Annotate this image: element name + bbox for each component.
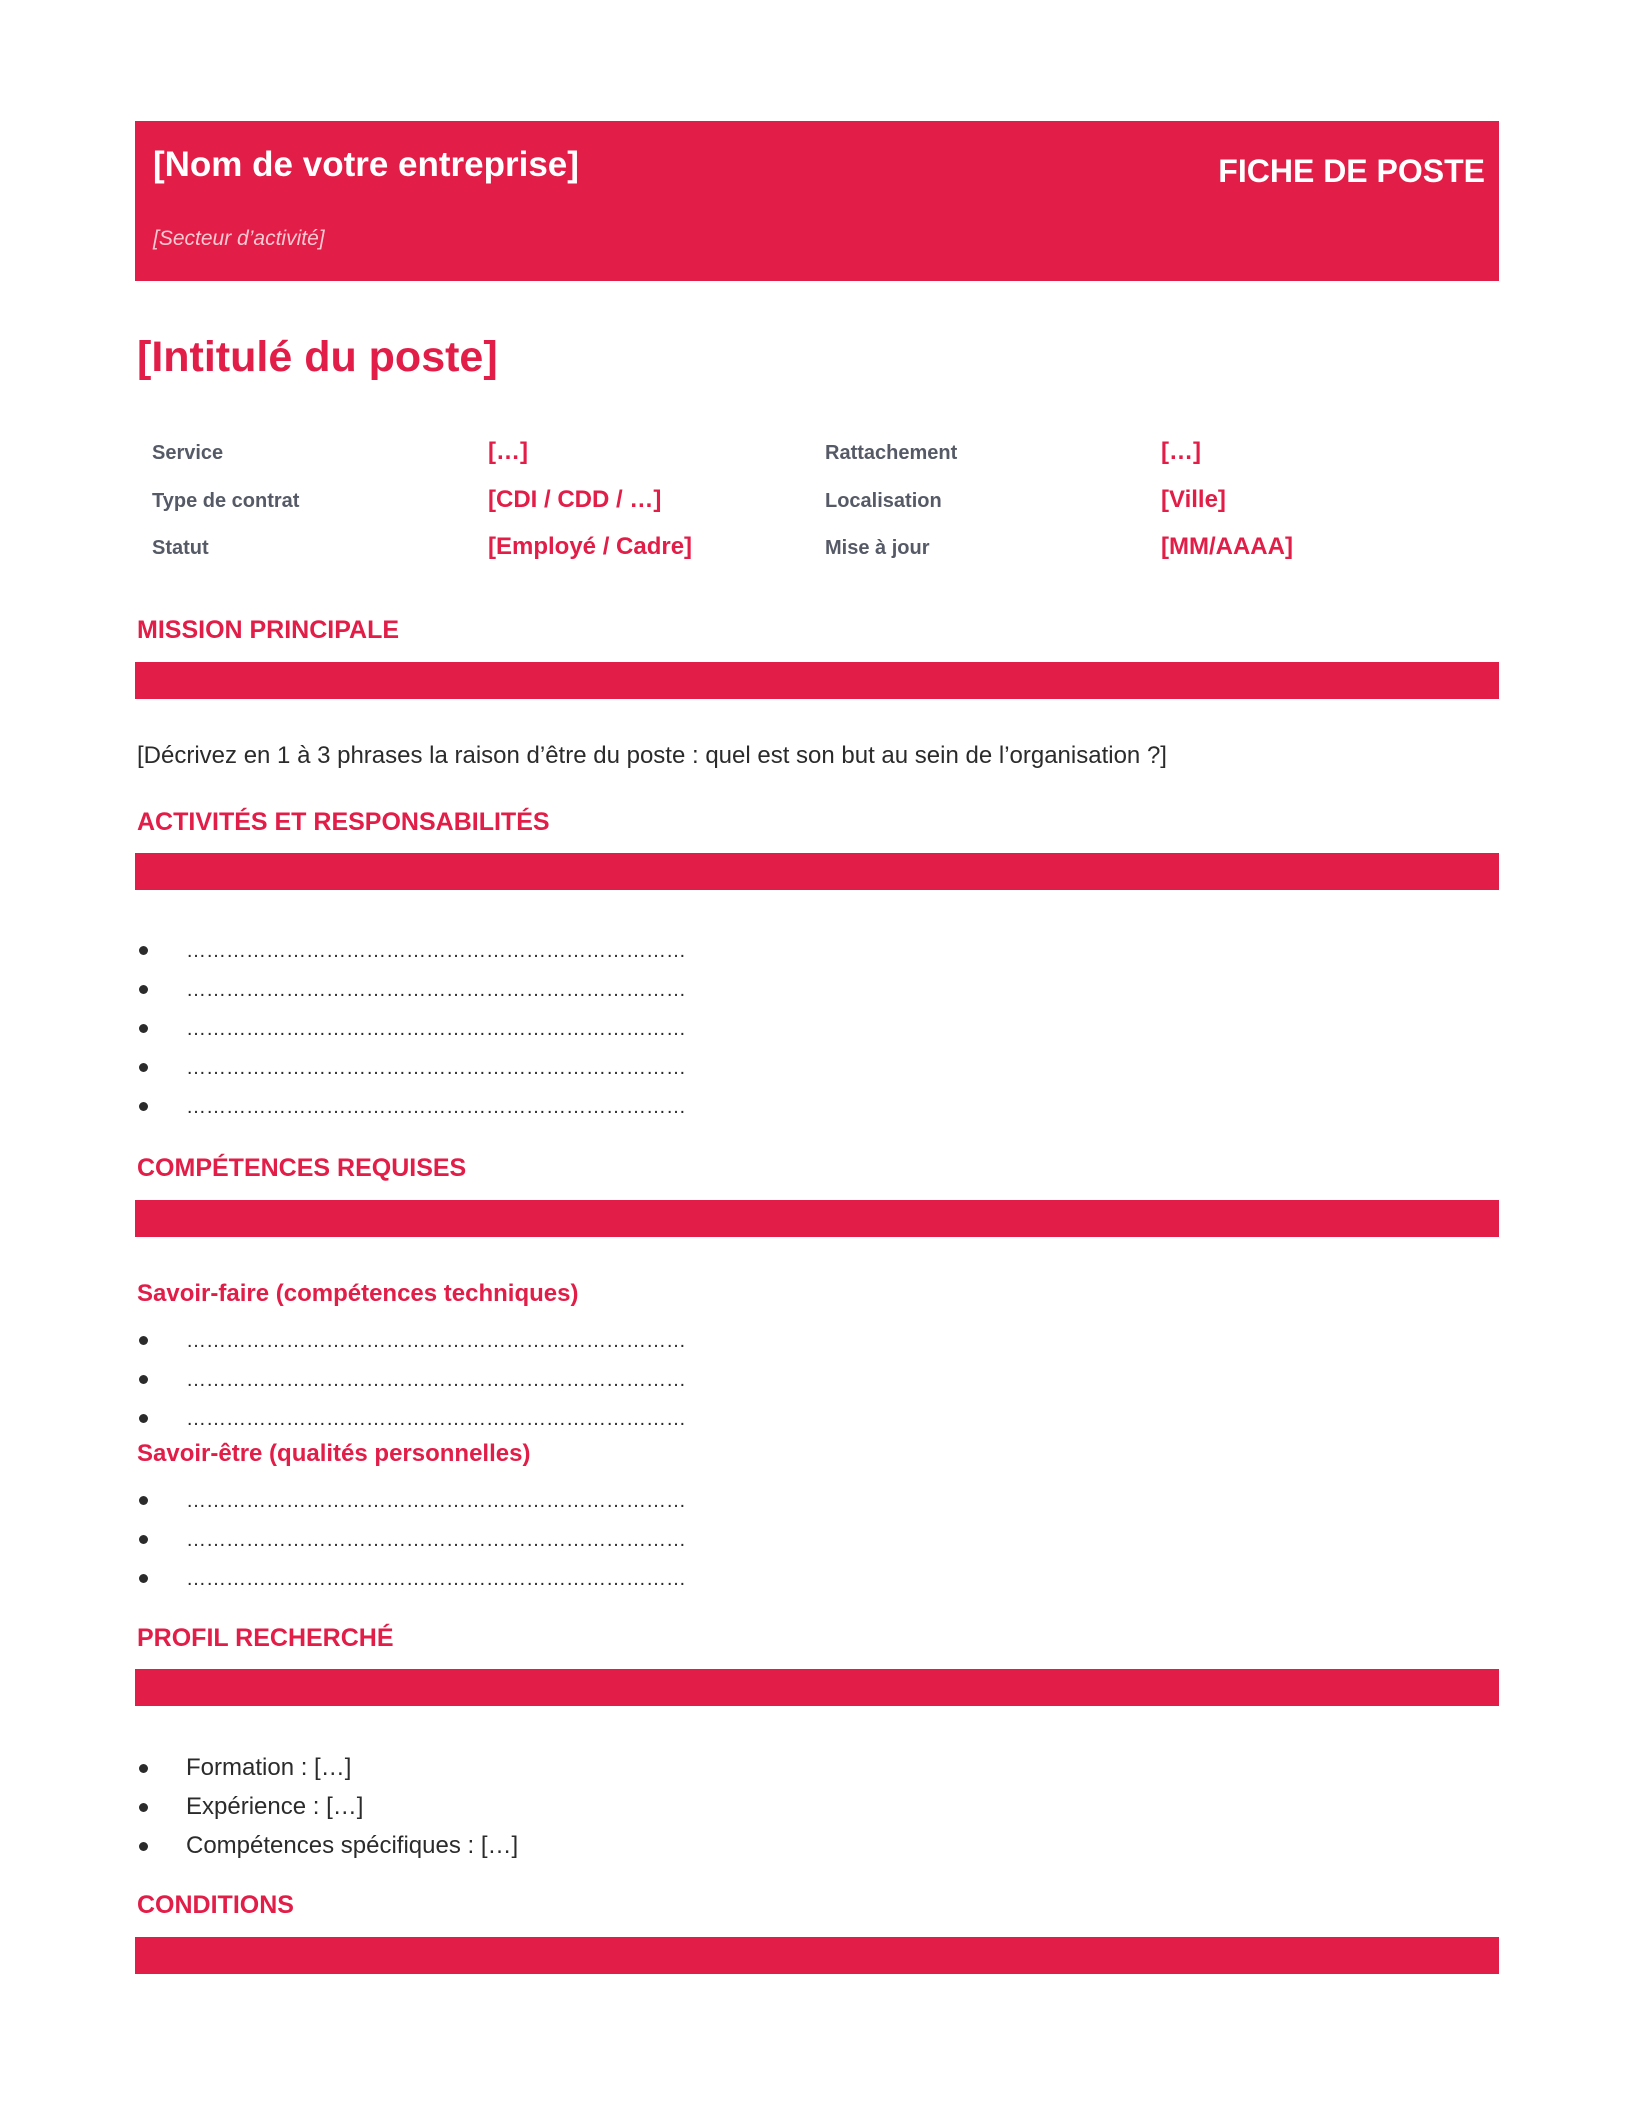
company-name: [Nom de votre entreprise] — [153, 145, 579, 184]
list-item-text: Formation : […] — [186, 1754, 352, 1781]
activities-section-title: ACTIVITÉS ET RESPONSABILITÉS — [137, 808, 550, 836]
list-item-text: ………………………………………………………………… — [186, 940, 686, 962]
updated-label: Mise à jour — [825, 537, 930, 559]
bullet-icon — [139, 1574, 148, 1583]
know-how-subheading: Savoir-faire (compétences techniques) — [137, 1280, 579, 1307]
list-item — [137, 1480, 686, 1519]
attachment-value: […] — [1161, 438, 1201, 465]
contract-label: Type de contrat — [152, 490, 300, 512]
service-value: […] — [488, 438, 528, 465]
list-item-text: Compétences spécifiques : […] — [186, 1832, 519, 1859]
soft-skills-list — [137, 1480, 686, 1597]
bullet-icon — [139, 1063, 148, 1072]
profile-section-title: PROFIL RECHERCHÉ — [137, 1624, 394, 1652]
list-item — [137, 1359, 686, 1398]
list-item — [137, 1519, 686, 1558]
list-item — [137, 969, 686, 1008]
profile-list — [137, 1748, 518, 1865]
attachment-label: Rattachement — [825, 442, 958, 464]
soft-skills-subheading: Savoir-être (qualités personnelles) — [137, 1440, 531, 1467]
document-type: FICHE DE POSTE — [1218, 153, 1485, 189]
bullet-icon — [139, 1414, 148, 1423]
status-label: Statut — [152, 537, 209, 559]
list-item — [137, 1748, 518, 1787]
list-item-text: ………………………………………………………………… — [186, 1096, 686, 1118]
list-item-text: ………………………………………………………………… — [186, 1568, 686, 1590]
list-item-text: ………………………………………………………………… — [186, 1369, 686, 1391]
header-band — [135, 121, 1499, 281]
mission-section-bar — [135, 662, 1499, 699]
info-grid — [152, 438, 1492, 583]
contract-value: [CDI / CDD / …] — [488, 486, 662, 513]
mission-text: [Décrivez en 1 à 3 phrases la raison d’être du poste : quel est son but au sein de l’organisation ?] — [137, 742, 1167, 769]
list-item-text: ………………………………………………………………… — [186, 1490, 686, 1512]
bullet-icon — [139, 1842, 148, 1851]
job-title: [Intitulé du poste] — [137, 333, 498, 381]
list-item-text: ………………………………………………………………… — [186, 1330, 686, 1352]
list-item-text: Expérience : […] — [186, 1793, 364, 1820]
bullet-icon — [139, 1336, 148, 1345]
bullet-icon — [139, 1764, 148, 1773]
bullet-icon — [139, 1102, 148, 1111]
list-item — [137, 1787, 518, 1826]
bullet-icon — [139, 1535, 148, 1544]
list-item-text: ………………………………………………………………… — [186, 979, 686, 1001]
bullet-icon — [139, 1375, 148, 1384]
list-item-text: ………………………………………………………………… — [186, 1408, 686, 1430]
bullet-icon — [139, 1496, 148, 1505]
list-item — [137, 930, 686, 969]
profile-section-bar — [135, 1669, 1499, 1706]
bullet-icon — [139, 1803, 148, 1812]
list-item — [137, 1558, 686, 1597]
bullet-icon — [139, 985, 148, 994]
list-item-text: ………………………………………………………………… — [186, 1057, 686, 1079]
conditions-section-title: CONDITIONS — [137, 1891, 294, 1919]
bullet-icon — [139, 946, 148, 955]
know-how-list — [137, 1320, 686, 1437]
list-item — [137, 1398, 686, 1437]
skills-section-title: COMPÉTENCES REQUISES — [137, 1154, 467, 1182]
list-item — [137, 1008, 686, 1047]
list-item-text: ………………………………………………………………… — [186, 1018, 686, 1040]
activities-section-bar — [135, 853, 1499, 890]
bullet-icon — [139, 1024, 148, 1033]
list-item — [137, 1320, 686, 1359]
list-item — [137, 1047, 686, 1086]
sector: [Secteur d’activité] — [153, 227, 325, 250]
skills-section-bar — [135, 1200, 1499, 1237]
location-value: [Ville] — [1161, 486, 1226, 513]
updated-value: [MM/AAAA] — [1161, 533, 1293, 560]
status-value: [Employé / Cadre] — [488, 533, 693, 560]
mission-section-title: MISSION PRINCIPALE — [137, 616, 400, 644]
list-item — [137, 1826, 518, 1865]
service-label: Service — [152, 442, 224, 464]
activities-list — [137, 930, 686, 1125]
location-label: Localisation — [825, 490, 942, 512]
list-item-text: ………………………………………………………………… — [186, 1529, 686, 1551]
conditions-section-bar — [135, 1937, 1499, 1974]
list-item — [137, 1086, 686, 1125]
